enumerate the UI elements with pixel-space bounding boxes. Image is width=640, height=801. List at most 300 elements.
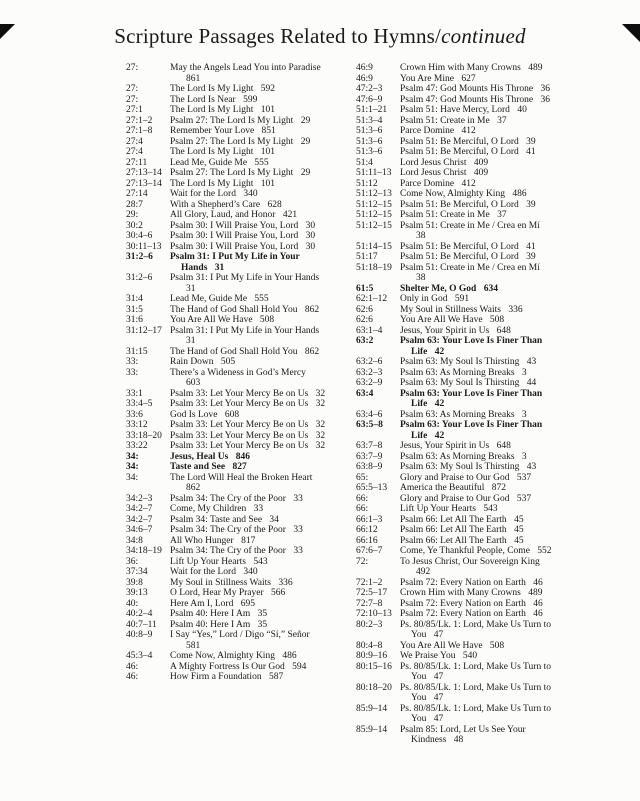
hymn-number: 34: [269, 514, 279, 525]
hymn-number: 45: [514, 514, 524, 525]
hymn-title: Psalm 66: Let All The Earth: [400, 514, 507, 525]
hymn-title: The Lord Is My Light: [170, 84, 254, 94]
entry-text: [400, 683, 556, 704]
scripture-reference: 63:4–6: [356, 409, 383, 420]
scripture-reference: 62:6: [356, 304, 373, 315]
hymn-title: The Lord Is Near: [170, 94, 236, 105]
entry-text: [400, 494, 556, 505]
entry-text: [400, 336, 556, 357]
index-entry: [356, 74, 556, 85]
index-entry: [126, 357, 326, 368]
entry-text: [170, 546, 326, 557]
index-entry: [356, 441, 556, 452]
scripture-reference: 63:7–9: [356, 451, 383, 462]
entry-text: [400, 704, 556, 725]
hymn-number: 648: [496, 325, 511, 336]
index-entry: [356, 158, 556, 169]
scripture-reference: 72:1–2: [356, 577, 383, 588]
hymn-number: 412: [461, 126, 476, 136]
scripture-reference: 34:18–19: [126, 546, 162, 556]
hymn-title: Jesus, Your Spirit in Us: [400, 441, 490, 451]
hymn-number: 827: [232, 462, 247, 472]
hymn-title: Psalm 63: As Morning Breaks: [400, 451, 515, 462]
hymn-title: Psalm 47: God Mounts His Throne: [400, 94, 534, 105]
hymn-number: 340: [243, 189, 258, 199]
scripture-reference: 27:4: [126, 147, 143, 157]
entry-text: [400, 389, 556, 410]
page-title: [0, 24, 640, 49]
hymn-title: Come, My Children: [170, 504, 247, 514]
scripture-reference: 61:5: [356, 283, 374, 294]
scripture-reference: 34:2–3: [126, 493, 153, 504]
index-entry: [356, 315, 556, 326]
scripture-reference: 66:12: [356, 525, 378, 535]
scripture-reference: 63:2: [356, 336, 374, 346]
index-entry: [356, 105, 556, 116]
entry-text: [400, 441, 556, 452]
index-entry: [356, 378, 556, 389]
hymn-number: 40: [517, 105, 527, 115]
hymn-number: 46: [533, 577, 543, 588]
entry-text: [400, 294, 556, 305]
hymn-number: 32: [315, 430, 326, 441]
entry-text: [170, 431, 326, 442]
hymn-title: Psalm 31: I Put My Life in Your Hands: [170, 273, 320, 283]
entry-text: [170, 231, 326, 242]
scripture-reference: 33:4–5: [126, 399, 153, 409]
hymn-number: 862: [304, 346, 320, 357]
entry-text: [400, 662, 556, 683]
index-entry: [356, 221, 556, 242]
hymn-title: Ps. 80/85/Lk. 1: Lord, Make Us Turn to You: [400, 661, 551, 682]
hymn-title: You Are All We Have: [400, 315, 483, 325]
entry-text: [400, 410, 556, 421]
hymn-number: 409: [473, 157, 489, 168]
entry-text: [400, 326, 556, 337]
hymn-number: 39: [526, 252, 536, 262]
scripture-reference: 51:1–21: [356, 105, 388, 115]
hymn-number: 29: [300, 168, 311, 178]
index-entry: [356, 525, 556, 536]
hymn-number: 508: [489, 315, 505, 325]
index-entry: [356, 210, 556, 221]
scripture-reference: 31:15: [126, 346, 148, 357]
hymn-number: 3: [521, 451, 527, 462]
index-entry: [126, 599, 326, 610]
hymn-number: 581: [186, 640, 201, 651]
scripture-reference: 51:12–15: [356, 220, 392, 231]
index-entry: [126, 179, 326, 190]
scripture-reference: 34:2–7: [126, 514, 153, 525]
hymn-number: 37: [497, 115, 507, 126]
scripture-reference: 65:5–13: [356, 483, 388, 493]
scripture-reference: 85:9–14: [356, 724, 388, 735]
entry-text: [170, 221, 326, 232]
hymn-number: 817: [241, 535, 256, 546]
hymn-title: Psalm 30: I Will Praise You, Lord: [170, 241, 299, 252]
hymn-title: Psalm 34: The Cry of the Poor: [170, 546, 286, 556]
scripture-reference: 63:7–8: [356, 441, 383, 451]
entry-text: [400, 158, 556, 169]
entry-text: [400, 725, 556, 746]
entry-text: [400, 305, 556, 316]
hymn-title: Psalm 34: The Cry of the Poor: [170, 525, 286, 535]
index-entry: [356, 609, 556, 620]
scripture-reference: 63:5–8: [356, 420, 383, 430]
hymn-title: Lift Up Your Hearts: [170, 556, 246, 567]
entry-text: [400, 368, 556, 379]
index-columns: [126, 63, 640, 746]
entry-text: [170, 462, 326, 473]
hymn-number: 421: [282, 210, 298, 220]
hymn-number: 412: [461, 178, 476, 189]
index-entry: [356, 536, 556, 547]
index-entry: [356, 326, 556, 337]
scripture-reference: 67:6–7: [356, 546, 383, 556]
entry-text: [170, 252, 326, 273]
index-entry: [356, 263, 556, 284]
hymn-title: Psalm 40: Here I Am: [170, 609, 251, 619]
scripture-reference: 27:1–2: [126, 115, 153, 126]
scripture-reference: 47:6–9: [356, 94, 383, 105]
hymn-number: 47: [433, 672, 444, 682]
index-entry: [126, 189, 326, 200]
scripture-reference: 63:1–4: [356, 325, 383, 336]
scripture-reference: 46:: [126, 661, 139, 672]
scripture-reference: 39:13: [126, 588, 148, 598]
scripture-reference: 36:: [126, 556, 139, 567]
entry-text: [170, 242, 326, 253]
hymn-number: 41: [526, 147, 536, 157]
hymn-title: Lord Jesus Christ: [400, 157, 467, 168]
index-entry: [126, 389, 326, 400]
index-entry: [126, 620, 326, 631]
index-entry: [126, 168, 326, 179]
hymn-title: Psalm 51: Create in Me / Crea en Mí: [400, 220, 540, 231]
entry-text: [400, 147, 556, 158]
hymn-number: 592: [260, 84, 276, 94]
hymn-title: Psalm 63: Your Love Is Finer Than Life: [400, 388, 543, 409]
index-entry: [126, 515, 326, 526]
entry-text: [400, 462, 556, 473]
hymn-number: 555: [254, 294, 269, 304]
entry-text: [400, 126, 556, 137]
scripture-reference: 27:: [126, 84, 139, 94]
hymn-title: Psalm 40: Here I Am: [170, 619, 251, 630]
scripture-reference: 40:: [126, 598, 139, 609]
hymn-title: Come, Ye Thankful People, Come: [400, 546, 530, 556]
index-entry: [356, 494, 556, 505]
entry-text: [400, 95, 556, 106]
index-entry: [126, 273, 326, 294]
index-entry: [356, 336, 556, 357]
hymn-number: 32: [315, 388, 326, 399]
index-entry: [126, 105, 326, 116]
entry-text: [400, 105, 556, 116]
hymn-number: 32: [315, 420, 326, 430]
index-entry: [356, 189, 556, 200]
scripture-reference: 51:14–15: [356, 241, 392, 252]
scripture-reference: 66:: [356, 504, 369, 514]
entry-text: [170, 567, 326, 578]
index-entry: [356, 483, 556, 494]
hymn-number: 48: [453, 735, 464, 745]
hymn-title: All Glory, Laud, and Honor: [170, 210, 276, 220]
entry-text: [170, 620, 326, 631]
index-entry: [356, 557, 556, 578]
entry-text: [170, 525, 326, 536]
scripture-reference: 80:4–8: [356, 640, 383, 651]
entry-text: [400, 74, 556, 85]
page-corner-top-left: [0, 24, 15, 39]
hymn-title: My Soul in Stillness Waits: [170, 577, 271, 588]
entry-text: [400, 620, 556, 641]
hymn-number: 634: [483, 283, 498, 294]
index-entry: [126, 567, 326, 578]
hymn-number: 627: [461, 73, 476, 84]
entry-text: [170, 357, 326, 368]
hymn-number: 35: [257, 619, 268, 630]
index-entry: [356, 473, 556, 484]
index-entry: [126, 473, 326, 494]
hymn-title: Psalm 33: Let Your Mercy Be on Us: [170, 420, 309, 430]
hymn-number: 33: [293, 546, 303, 556]
hymn-title: Parce Domine: [400, 126, 455, 136]
scripture-reference: 31:4: [126, 294, 143, 304]
entry-text: [400, 452, 556, 463]
hymn-title: O Lord, Hear My Prayer: [170, 588, 264, 598]
hymn-number: 31: [186, 336, 196, 346]
entry-text: [400, 200, 556, 211]
index-entry: [126, 210, 326, 221]
entry-text: [400, 546, 556, 557]
hymn-title: Taste and See: [170, 462, 226, 472]
hymn-title: The Hand of God Shall Hold You: [170, 346, 298, 357]
hymn-title: Lift Up Your Hearts: [400, 504, 476, 514]
index-entry: [126, 84, 326, 95]
hymn-number: 336: [508, 304, 523, 315]
hymn-number: 33: [253, 504, 264, 514]
scripture-reference: 31:6: [126, 315, 143, 325]
entry-text: [170, 158, 326, 169]
hymn-number: 492: [416, 567, 431, 577]
hymn-title: Psalm 72: Every Nation on Earth: [400, 598, 526, 609]
entry-text: [170, 84, 326, 95]
hymn-number: 47: [433, 693, 444, 703]
scripture-reference: 46:9: [356, 63, 373, 73]
hymn-title: God Is Love: [170, 409, 218, 420]
entry-text: [170, 473, 326, 494]
entry-text: [170, 651, 326, 662]
scripture-reference: 27:13–14: [126, 168, 162, 178]
entry-text: [170, 294, 326, 305]
scripture-reference: 51:12–13: [356, 189, 392, 199]
scripture-reference: 27:1–8: [126, 126, 153, 136]
entry-text: [170, 168, 326, 179]
index-entry: [356, 704, 556, 725]
hymn-title: Here Am I, Lord: [170, 598, 234, 609]
index-entry: [356, 504, 556, 515]
hymn-number: 47: [433, 630, 444, 640]
hymn-title: Psalm 72: Every Nation on Earth: [400, 577, 526, 588]
index-entry: [356, 63, 556, 74]
entry-text: [400, 168, 556, 179]
scripture-reference: 51:18–19: [356, 262, 392, 273]
hymn-title: The Lord Is My Light: [170, 147, 254, 157]
index-entry: [126, 63, 326, 84]
hymn-number: 486: [282, 651, 297, 661]
entry-text: [170, 630, 326, 651]
hymn-title: Psalm 51: Create in Me / Crea en Mí: [400, 262, 540, 273]
hymn-title: Lead Me, Guide Me: [170, 294, 248, 304]
hymn-title: Wait for the Lord: [170, 567, 236, 577]
entry-text: [170, 347, 326, 358]
hymn-number: 486: [512, 189, 527, 199]
hymn-title: We Praise You: [400, 651, 456, 661]
index-entry: [126, 368, 326, 389]
entry-text: [400, 515, 556, 526]
hymn-title: The Lord Will Heal the Broken Heart: [170, 472, 313, 483]
hymn-number: 591: [454, 294, 470, 304]
hymn-title: Psalm 63: My Soul Is Thirsting: [400, 357, 520, 367]
scripture-reference: 27:: [126, 94, 139, 105]
hymn-title: Come Now, Almighty King: [170, 651, 275, 661]
hymn-title: Remember Your Love: [170, 126, 255, 136]
entry-text: [400, 357, 556, 368]
hymn-title: I Say “Yes,” Lord / Digo “Sí,” Señor: [170, 630, 310, 640]
index-entry: [356, 84, 556, 95]
entry-text: [170, 452, 326, 463]
hymn-number: 30: [305, 241, 316, 252]
entry-text: [400, 588, 556, 599]
hymn-title: Glory and Praise to Our God: [400, 493, 510, 504]
hymn-number: 628: [267, 199, 282, 210]
hymn-title: Psalm 63: As Morning Breaks: [400, 409, 515, 420]
index-entry: [126, 221, 326, 232]
scripture-reference: 51:12: [356, 178, 378, 189]
scripture-reference: 34:: [126, 472, 139, 483]
entry-text: [170, 410, 326, 421]
document-page: [0, 24, 640, 746]
index-entry: [126, 609, 326, 620]
entry-text: [400, 315, 556, 326]
scripture-reference: 80:9–16: [356, 651, 388, 661]
hymn-number: 43: [526, 357, 537, 367]
index-entry: [126, 431, 326, 442]
entry-text: [400, 137, 556, 148]
entry-text: [170, 326, 326, 347]
entry-text: [170, 504, 326, 515]
hymn-title: There’s a Wideness in God’s Mercy: [170, 367, 306, 378]
scripture-reference: 33:12: [126, 420, 148, 430]
scripture-reference: 40:2–4: [126, 609, 153, 619]
hymn-title: Psalm 51: Be Merciful, O Lord: [400, 252, 519, 262]
hymn-title: The Hand of God Shall Hold You: [170, 304, 298, 315]
entry-text: [400, 483, 556, 494]
index-entry: [126, 494, 326, 505]
index-entry: [126, 147, 326, 158]
hymn-title: Come Now, Almighty King: [400, 189, 505, 199]
scripture-reference: 33:18–20: [126, 430, 162, 441]
entry-text: [400, 210, 556, 221]
entry-text: [400, 189, 556, 200]
scripture-reference: 45:3–4: [126, 651, 153, 661]
hymn-title: The Lord Is My Light: [170, 178, 254, 189]
hymn-title: Psalm 63: Your Love Is Finer Than Life: [400, 420, 543, 441]
scripture-reference: 85:9–14: [356, 703, 388, 714]
scripture-reference: 39:8: [126, 577, 143, 588]
hymn-title: Psalm 27: The Lord Is My Light: [170, 168, 294, 178]
scripture-reference: 30:11–13: [126, 241, 162, 252]
entry-text: [400, 420, 556, 441]
entry-text: [400, 284, 556, 295]
index-entry: [356, 546, 556, 557]
hymn-number: 42: [434, 399, 445, 409]
scripture-reference: 28:7: [126, 199, 143, 210]
index-entry: [126, 452, 326, 463]
scripture-reference: 51:12–15: [356, 210, 392, 220]
hymn-title: You Are All We Have: [170, 315, 253, 325]
index-entry: [126, 126, 326, 137]
hymn-number: 32: [315, 399, 326, 409]
page-title-continued: continued: [441, 24, 526, 48]
hymn-number: 101: [260, 147, 276, 157]
index-column-right: [356, 63, 556, 746]
hymn-title: Crown Him with Many Crowns: [400, 588, 521, 598]
hymn-title: Crown Him with Many Crowns: [400, 63, 521, 73]
scripture-reference: 66:16: [356, 535, 378, 546]
index-entry: [356, 410, 556, 421]
hymn-title: Psalm 30: I Will Praise You, Lord: [170, 220, 299, 231]
hymn-title: You Are All We Have: [400, 640, 483, 651]
hymn-title: Psalm 27: The Lord Is My Light: [170, 115, 294, 126]
scripture-reference: 72:: [356, 556, 369, 567]
index-column-left: [126, 63, 326, 683]
hymn-number: 599: [243, 94, 258, 105]
index-entry: [356, 200, 556, 211]
entry-text: [170, 588, 326, 599]
scripture-reference: 27:11: [126, 157, 148, 168]
index-entry: [356, 242, 556, 253]
scripture-reference: 72:10–13: [356, 609, 392, 619]
hymn-title: Psalm 31: I Put My Life in Your Hands: [170, 252, 300, 273]
hymn-title: To Jesus Christ, Our Sovereign King: [400, 556, 540, 567]
scripture-reference: 29:: [126, 210, 139, 220]
entry-text: [170, 420, 326, 431]
hymn-title: Psalm 66: Let All The Earth: [400, 535, 507, 546]
entry-text: [170, 662, 326, 673]
hymn-number: 508: [259, 315, 275, 325]
index-entry: [356, 126, 556, 137]
scripture-reference: 63:8–9: [356, 462, 383, 472]
entry-text: [400, 525, 556, 536]
entry-text: [170, 578, 326, 589]
scripture-reference: 33:: [126, 367, 139, 378]
hymn-number: 46: [533, 598, 543, 609]
hymn-number: 566: [271, 588, 286, 598]
entry-text: [170, 672, 326, 683]
hymn-number: 543: [253, 556, 268, 567]
hymn-number: 340: [243, 567, 258, 577]
entry-text: [170, 95, 326, 106]
entry-text: [170, 200, 326, 211]
index-entry: [356, 725, 556, 746]
page-title-main: Scripture Passages Related to Hymns/: [114, 24, 442, 48]
hymn-title: Glory and Praise to Our God: [400, 472, 510, 483]
hymn-title: Psalm 51: Be Merciful, O Lord: [400, 147, 519, 157]
index-entry: [126, 137, 326, 148]
index-entry: [126, 294, 326, 305]
